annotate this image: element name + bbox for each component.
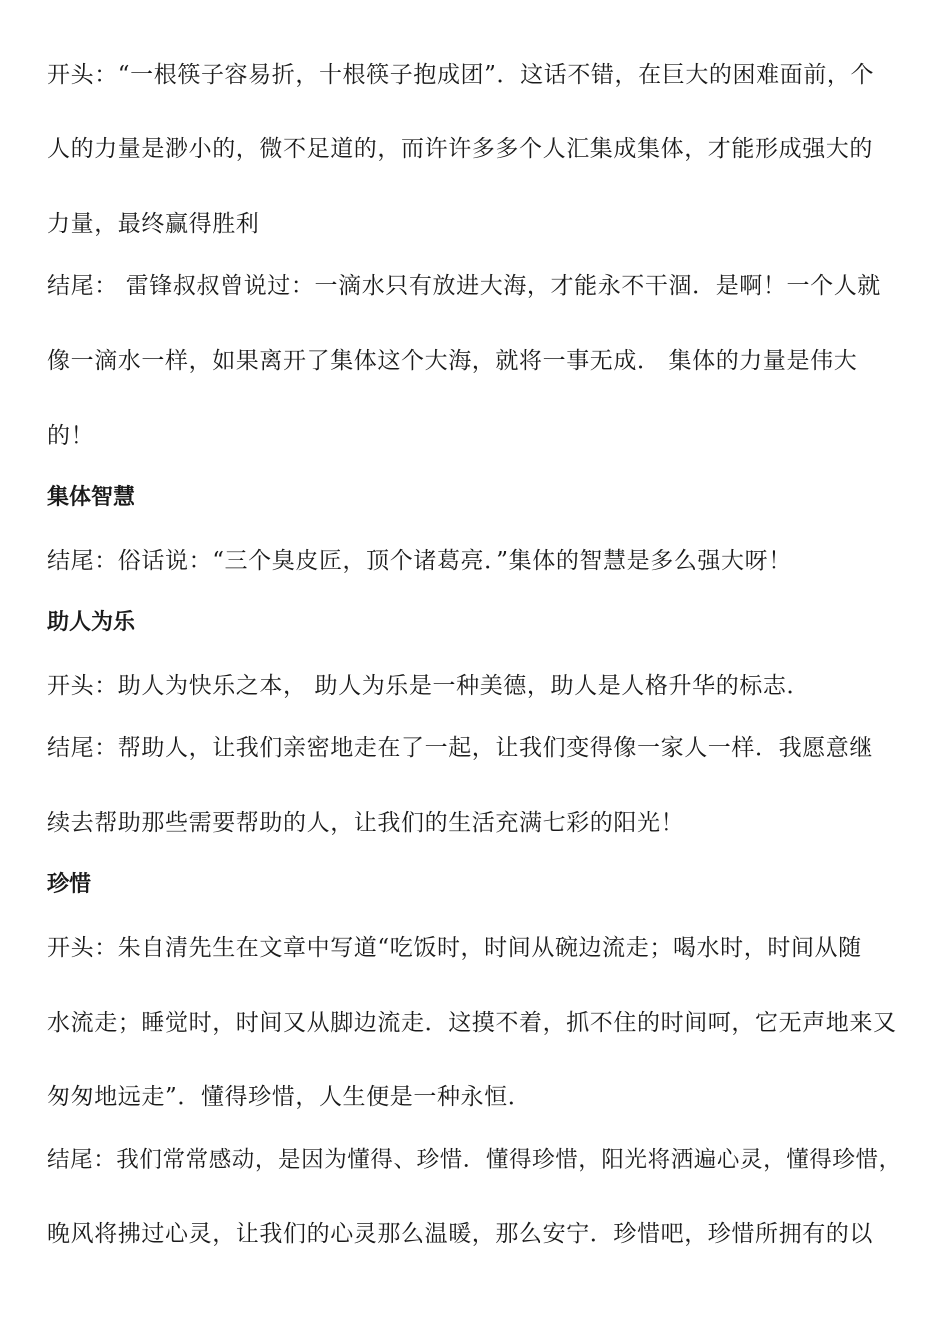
tuanjie-ending-line-1: 结尾： 雷锋叔叔曾说过：一滴水只有放进大海，才能永不干涸．是啊！一个人就 — [47, 273, 881, 299]
tuanjie-opening-line-1: 开头：“一根筷子容易折，十根筷子抱成团”．这话不错，在巨大的困难面前，个 — [47, 62, 875, 88]
tuanjie-ending-line-3: 的！ — [47, 423, 95, 449]
tuanjie-opening-line-2: 人的力量是渺小的，微不足道的，而许许多多个人汇集成集体，才能形成强大的 — [47, 136, 873, 162]
section-heading-zhenxi: 珍惜 — [47, 872, 92, 897]
zhenxi-opening-line-3: 匆匆地远走”．懂得珍惜，人生便是一种永恒． — [47, 1084, 532, 1110]
zhenxi-ending-line-2: 晚风将拂过心灵，让我们的心灵那么温暖，那么安宁．珍惜吧，珍惜所拥有的以 — [47, 1221, 873, 1247]
zhenxi-opening-line-1: 开头：朱自清先生在文章中写道“吃饭时，时间从碗边流走；喝水时，时间从随 — [47, 935, 862, 961]
section-heading-zhuren-weile: 助人为乐 — [47, 610, 136, 635]
zhenxi-opening-line-2: 水流走；睡觉时，时间又从脚边流走．这摸不着，抓不住的时间呵，它无声地来又 — [47, 1010, 897, 1036]
zhenxi-ending-line-1: 结尾：我们常常感动，是因为懂得、珍惜．懂得珍惜，阳光将洒遍心灵，懂得珍惜， — [47, 1147, 902, 1173]
jiti-zhihui-ending-line-1: 结尾：俗话说：“三个臭皮匠，顶个诸葛亮．”集体的智慧是多么强大呀！ — [47, 548, 792, 574]
section-heading-jiti-zhihui: 集体智慧 — [47, 485, 136, 510]
zhuren-weile-ending-line-2: 续去帮助那些需要帮助的人，让我们的生活充满七彩的阳光！ — [47, 810, 685, 836]
zhuren-weile-opening-line-1: 开头：助人为快乐之本， 助人为乐是一种美德，助人是人格升华的标志． — [47, 673, 811, 699]
tuanjie-opening-line-3: 力量，最终赢得胜利 — [47, 211, 260, 237]
zhuren-weile-ending-line-1: 结尾：帮助人，让我们亲密地走在了一起，让我们变得像一家人一样．我愿意继 — [47, 735, 873, 761]
tuanjie-ending-line-2: 像一滴水一样，如果离开了集体这个大海，就将一事无成． 集体的力量是伟大 — [47, 348, 858, 374]
